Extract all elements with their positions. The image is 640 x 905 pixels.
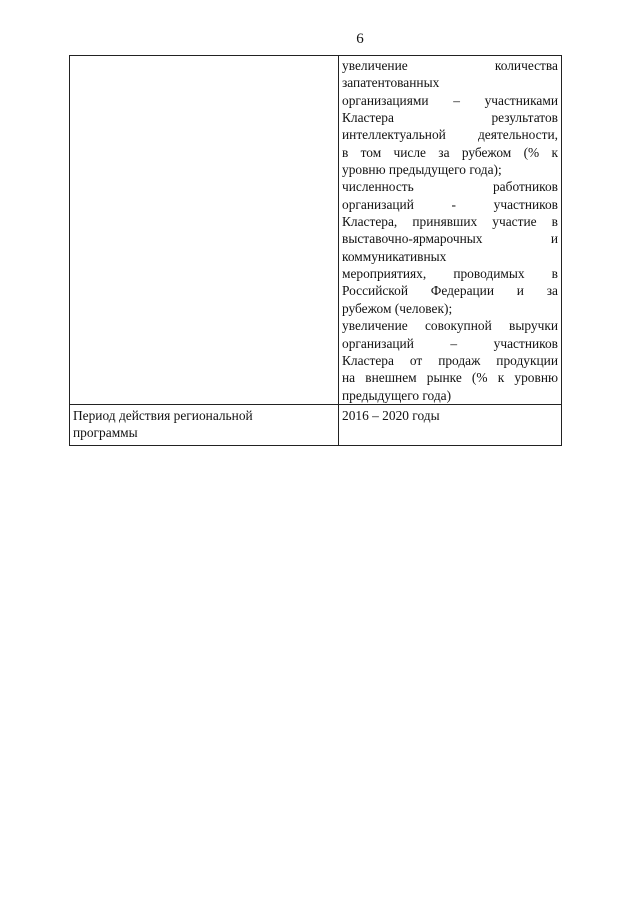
table-row-period (70, 404, 562, 445)
indicator-line: коммуникативных (342, 248, 447, 264)
period-value: 2016 – 2020 годы (342, 407, 440, 423)
indicator-line: увеличение совокупной выручки (342, 318, 558, 334)
indicator-line: запатентованных (342, 75, 440, 91)
indicator-line: численность работников (342, 179, 558, 195)
indicator-line: интеллектуальной деятельности, (342, 127, 558, 143)
program-passport-table (69, 55, 562, 446)
period-label (70, 405, 338, 442)
period-value-cell (339, 404, 562, 445)
indicator-line: организаций - участников (342, 196, 558, 212)
indicator-line: увеличение количества (342, 58, 558, 73)
indicator-line: уровню предыдущего года); (342, 162, 502, 178)
table-row-indicators (70, 56, 562, 405)
indicator-line: на внешнем рынке (% к уровню (342, 370, 558, 386)
indicators-value-cell (339, 56, 562, 405)
indicators-label-cell (70, 56, 339, 405)
indicator-line: рубежом (человек); (342, 300, 453, 316)
indicator-line: мероприятиях, проводимых в (342, 266, 558, 282)
indicator-line: Кластера от продаж продукции (342, 352, 558, 368)
indicator-line: организациями – участниками (342, 92, 558, 108)
indicator-line: Кластера, принявших участие в (342, 214, 558, 230)
indicators-text (339, 56, 561, 404)
period-label-cell (70, 404, 339, 445)
period-label-line: программы (73, 425, 138, 441)
period-label-line: Период действия региональной (73, 407, 253, 423)
indicator-line: организаций – участников (342, 335, 558, 351)
indicator-line: предыдущего года) (342, 387, 452, 403)
page-number: 6 (356, 31, 364, 47)
indicator-line: в том числе за рубежом (% к (342, 144, 558, 160)
indicator-line: Кластера результатов (342, 110, 558, 126)
indicators-label-text (70, 56, 338, 57)
indicator-line: Российской Федерации и за (342, 283, 558, 299)
indicator-line: выставочно-ярмарочных и (342, 231, 558, 247)
